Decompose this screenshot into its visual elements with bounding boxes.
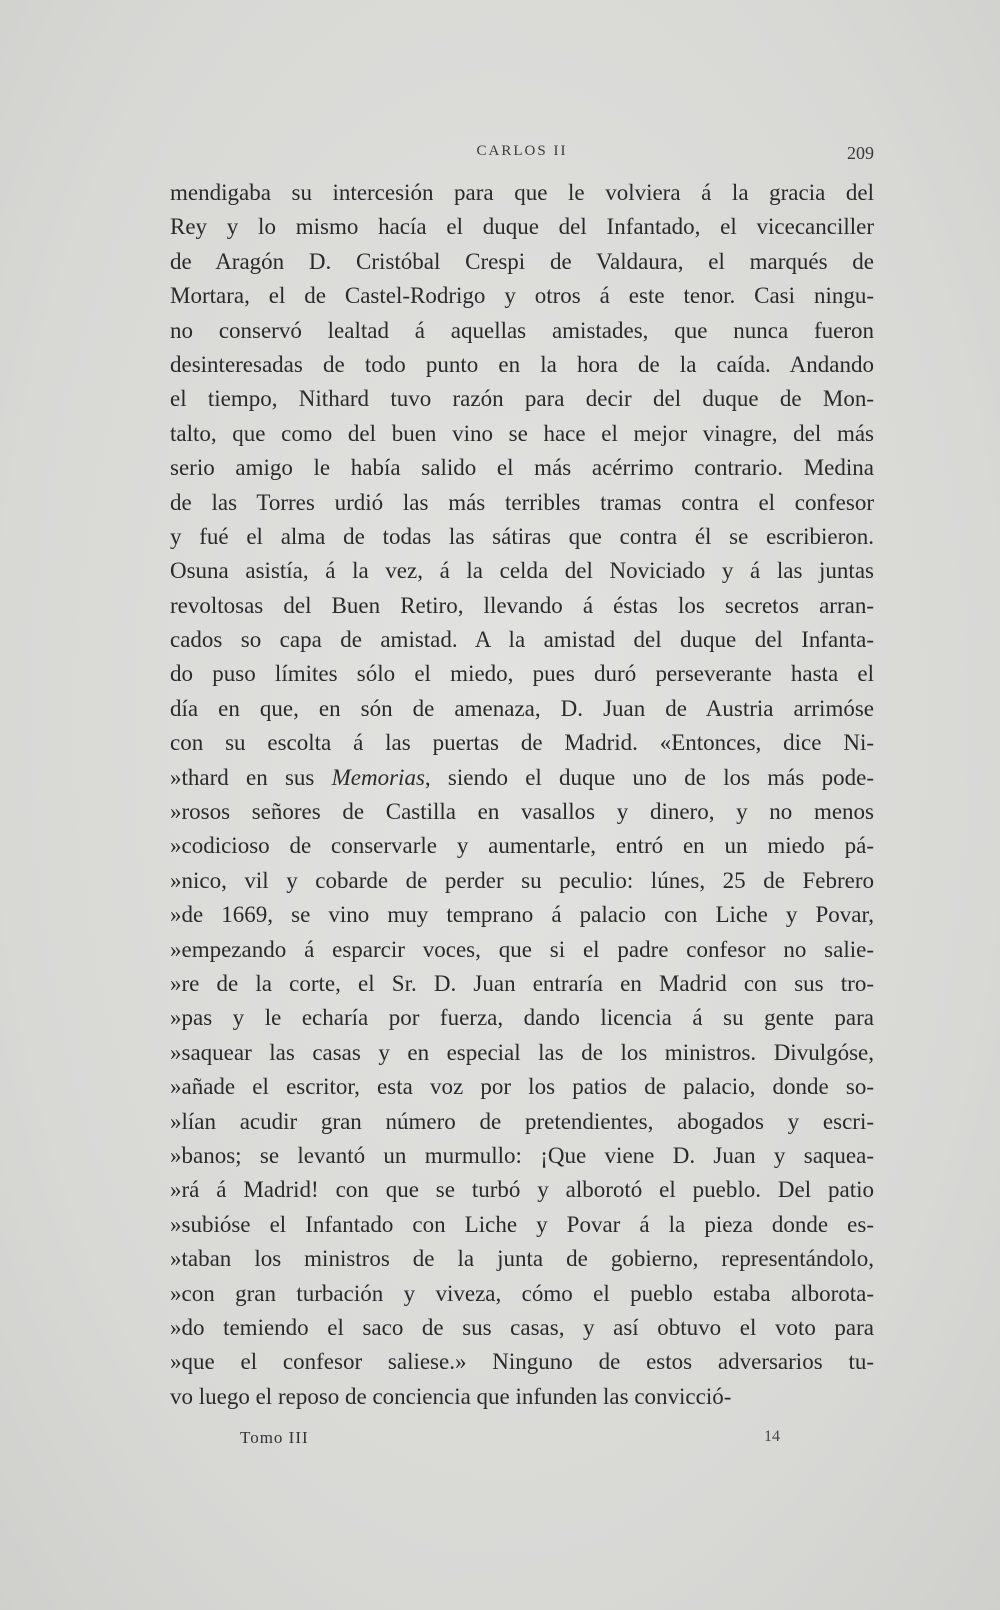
text-line: »thard en sus Memorias, siendo el duque uno de los más pode- <box>170 764 874 790</box>
text-line: »codicioso de conservarle y aumentarle, entró en un miedo pá- <box>170 833 874 859</box>
text-line: día en que, en són de amenaza, D. Juan de Austria arrimóse <box>170 695 874 721</box>
text-line: vo luego el reposo de conciencia que infunden las convicció- <box>170 1383 732 1409</box>
text-line: Rey y lo mismo hacía el duque del Infantado, el vicecanciller <box>170 214 874 240</box>
text-line: Mortara, el de Castel-Rodrigo y otros á este tenor. Casi ningu- <box>170 283 874 309</box>
text-line: »lían acudir gran número de pretendientes, abogados y escri- <box>170 1108 874 1134</box>
text-line: »do temiendo el saco de sus casas, y así obtuvo el voto para <box>170 1314 874 1340</box>
text-line: »rosos señores de Castilla en vasallos y dinero, y no menos <box>170 799 874 825</box>
volume-label: Tomo III <box>240 1428 309 1447</box>
text-line: Osuna asistía, á la vez, á la celda del Noviciado y á las juntas <box>170 558 874 584</box>
running-head <box>170 143 874 167</box>
text-line: de las Torres urdió las más terribles tramas contra el confesor <box>170 489 874 515</box>
text-line: serio amigo le había salido el más acérrimo contrario. Medina <box>170 455 874 481</box>
text-line: »re de la corte, el Sr. D. Juan entraría en Madrid con sus tro- <box>170 970 874 996</box>
page-number: 209 <box>847 143 874 163</box>
text-line: »saquear las casas y en especial las de los ministros. Divulgóse, <box>170 1039 874 1065</box>
text-line: mendigaba su intercesión para que le volviera á la gracia del <box>170 180 874 205</box>
text-line: »que el confesor saliese.» Ninguno de estos adversarios tu- <box>170 1349 874 1375</box>
text-line: »pas y le echaría por fuerza, dando licencia á su gente para <box>170 1005 874 1031</box>
text-line: »taban los ministros de la junta de gobierno, representándolo, <box>170 1246 874 1272</box>
text-line: y fué el alma de todas las sátiras que contra él se escribieron. <box>170 523 874 549</box>
running-head-title: CARLOS II <box>476 143 568 159</box>
text-line: de Aragón D. Cristóbal Crespi de Valdaura, el marqués de <box>170 248 874 274</box>
text-line: con su escolta á las puertas de Madrid. «Entonces, dice Ni- <box>170 730 874 756</box>
text-line: el tiempo, Nithard tuvo razón para decir del duque de Mon- <box>170 386 874 412</box>
text-line: »nico, vil y cobarde de perder su peculio: lúnes, 25 de Febrero <box>170 867 874 893</box>
text-line: »rá á Madrid! con que se turbó y alborotó el pueblo. Del patio <box>170 1177 874 1203</box>
text-line: »añade el escritor, esta voz por los patios de palacio, donde so- <box>170 1074 874 1100</box>
text-line: desinteresadas de todo punto en la hora de la caída. Andando <box>170 351 874 377</box>
text-line: talto, que como del buen vino se hace el mejor vinagre, del más <box>170 420 874 446</box>
page-footer <box>240 1428 780 1454</box>
text-line: »empezando á esparcir voces, que si el padre confesor no salie- <box>170 936 874 962</box>
body-text <box>170 176 874 1414</box>
signature-mark: 14 <box>764 1428 780 1445</box>
text-line: »subióse el Infantado con Liche y Povar á la pieza donde es- <box>170 1211 874 1237</box>
text-line: »de 1669, se vino muy temprano á palacio con Liche y Povar, <box>170 902 874 928</box>
text-line: no conservó lealtad á aquellas amistades, que nunca fueron <box>170 317 874 343</box>
text-line: revoltosas del Buen Retiro, llevando á éstas los secretos arran- <box>170 592 874 618</box>
text-line: »con gran turbación y viveza, cómo el pueblo estaba alborota- <box>170 1280 874 1306</box>
text-line: cados so capa de amistad. A la amistad del duque del Infanta- <box>170 627 874 653</box>
text-line: »banos; se levantó un murmullo: ¡Que viene D. Juan y saquea- <box>170 1142 874 1168</box>
text-line: do puso límites sólo el miedo, pues duró perseverante hasta el <box>170 661 874 687</box>
